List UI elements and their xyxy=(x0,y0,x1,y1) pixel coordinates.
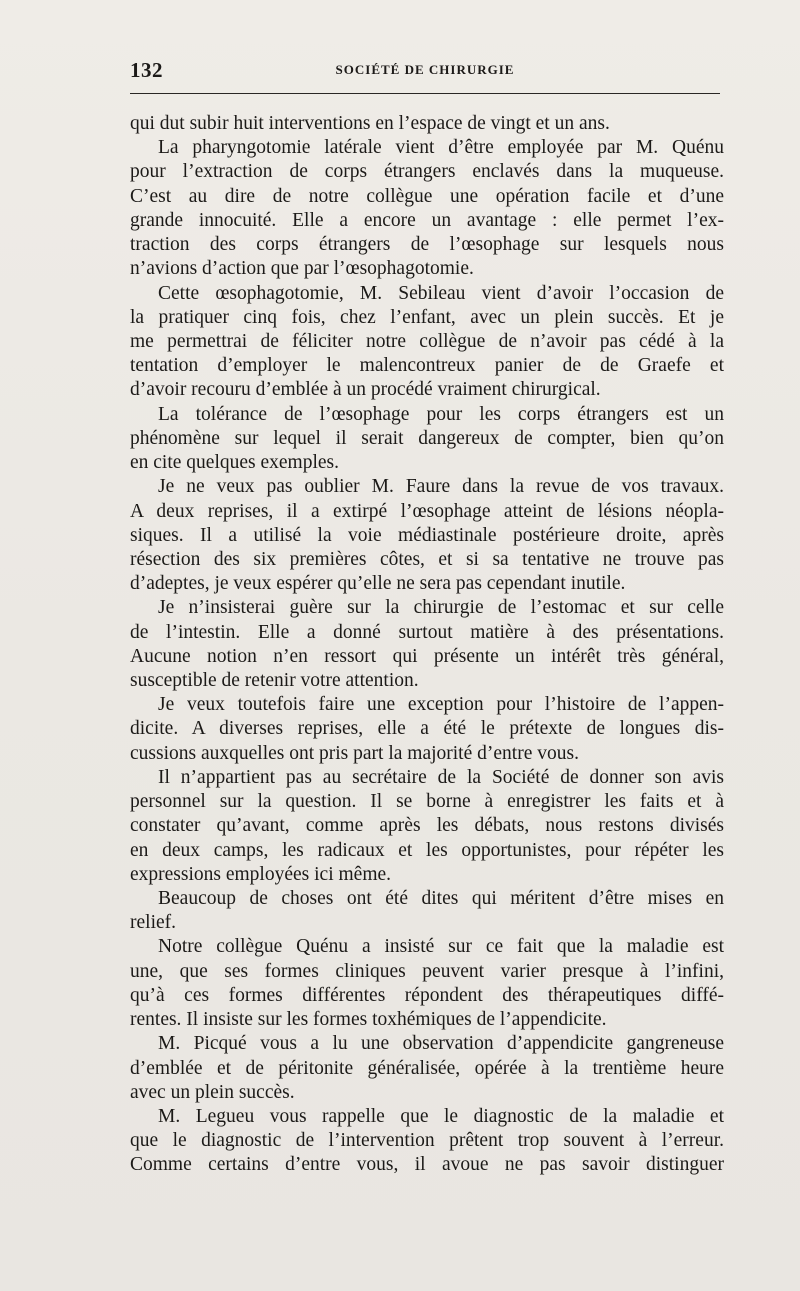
text-line: Beaucoup de choses ont été dites qui méritent d’être mises en xyxy=(158,888,724,909)
text-line: relief. xyxy=(130,912,177,934)
text-line: d’avoir recouru d’emblée à un procédé vraiment chirurgical. xyxy=(130,379,601,401)
text-line: siques. Il a utilisé la voie médiastinale postérieure droite, après xyxy=(130,524,724,546)
text-line: Aucune notion n’en ressort qui présente un intérêt très général, xyxy=(130,645,724,667)
page-number: 132 xyxy=(130,58,163,82)
text-line: cussions auxquelles ont pris part la majorité d’entre vous. xyxy=(130,742,579,764)
text-line: Comme certains d’entre vous, il avoue ne pas savoir distinguer xyxy=(130,1154,724,1176)
text-line: rentes. Il insiste sur les formes toxhémiques de l’appendicite. xyxy=(130,1009,607,1031)
text-line: grande innocuité. Elle a encore un avantage : elle permet l’ex- xyxy=(130,209,724,231)
journal-title: SOCIÉTÉ DE CHIRURGIE xyxy=(335,62,515,77)
text-line: La pharyngotomie latérale vient d’être employée par M. Quénu xyxy=(158,137,724,159)
text-line: phénomène sur lequel il serait dangereux de compter, bien qu’on xyxy=(130,427,724,449)
text-line: de l’intestin. Elle a donné surtout matière à des présentations. xyxy=(130,621,724,643)
text-line: la pratiquer cinq fois, chez l’enfant, avec un plein succès. Et je xyxy=(130,306,724,328)
text-line: A deux reprises, il a extirpé l’œsophage atteint de lésions néopla- xyxy=(130,500,724,522)
text-line: Cette œsophagotomie, M. Sebileau vient d’avoir l’occasion de xyxy=(158,282,724,304)
text-line: C’est au dire de notre collègue une opération facile et d’une xyxy=(130,185,724,207)
text-line: qu’à ces formes différentes répondent des thérapeutiques diffé- xyxy=(130,984,724,1006)
text-line: susceptible de retenir votre attention. xyxy=(130,670,419,692)
text-line: constater qu’avant, comme après les débats, nous restons divisés xyxy=(130,815,724,837)
text-line: dicite. A diverses reprises, elle a été le prétexte de longues dis- xyxy=(130,718,724,740)
text-line: d’adeptes, je veux espérer qu’elle ne sera pas cependant inutile. xyxy=(130,573,626,595)
text-line: d’emblée et de péritonite généralisée, opérée à la trentième heure xyxy=(130,1057,724,1079)
running-head xyxy=(130,58,720,82)
text-line: expressions employées ici même. xyxy=(130,863,392,885)
text-line: n’avions d’action que par l’œsophagotomie. xyxy=(130,258,474,280)
text-line: en cite quelques exemples. xyxy=(130,452,340,474)
text-line: Notre collègue Quénu a insisté sur ce fait que la maladie est xyxy=(158,936,724,958)
text-line: La tolérance de l’œsophage pour les corps étrangers est un xyxy=(158,403,724,425)
text-line: tentation d’employer le malencontreux panier de de Graefe et xyxy=(130,355,724,377)
text-line: avec un plein succès. xyxy=(130,1081,295,1103)
text-line: M. Picqué vous a lu une observation d’appendicite gangreneuse xyxy=(158,1033,724,1055)
text-line: que le diagnostic de l’intervention prêtent trop souvent à l’erreur. xyxy=(130,1130,724,1152)
text-line: Je ne veux pas oublier M. Faure dans la revue de vos travaux. xyxy=(158,476,724,498)
text-line: me permettrai de féliciter notre collègue de n’avoir pas cédé à la xyxy=(130,330,724,352)
text-line: M. Legueu vous rappelle que le diagnostic de la maladie et xyxy=(158,1105,724,1127)
text-line: en deux camps, les radicaux et les opportunistes, pour répéter les xyxy=(130,839,724,861)
text-line: qui dut subir huit interventions en l’espace de vingt et un ans. xyxy=(130,113,610,134)
text-line: Je n’insisterai guère sur la chirurgie de l’estomac et sur celle xyxy=(158,597,724,619)
header-rule xyxy=(130,93,720,94)
text-line: Il n’appartient pas au secrétaire de la Société de donner son avis xyxy=(158,766,724,788)
text-line: Je veux toutefois faire une exception pour l’histoire de l’appen- xyxy=(158,694,724,716)
text-line: résection des six premières côtes, et si sa tentative ne trouve pas xyxy=(130,548,724,570)
text-line: pour l’extraction de corps étrangers enclavés dans la muqueuse. xyxy=(130,161,724,183)
body-text xyxy=(130,112,724,1178)
text-line: traction des corps étrangers de l’œsophage sur lesquels nous xyxy=(130,234,724,256)
text-line: personnel sur la question. Il se borne à enregistrer les faits et à xyxy=(130,791,724,813)
text-line: une, que ses formes cliniques peuvent varier presque à l’infini, xyxy=(130,960,724,982)
